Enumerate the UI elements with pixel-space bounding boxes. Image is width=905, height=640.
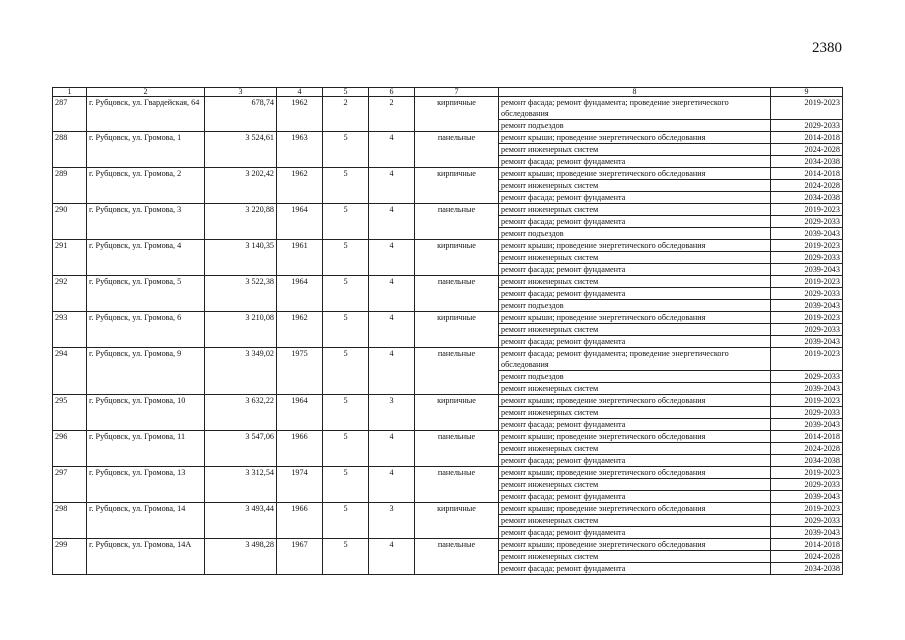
year-built-cell: 1966 <box>277 503 323 539</box>
column-number-row <box>53 88 843 97</box>
building-number-cell: 292 <box>53 276 87 312</box>
entrances-cell: 4 <box>369 467 415 503</box>
work-type-cell: ремонт фасада; ремонт фундамента <box>499 192 771 204</box>
column-header: 1 <box>53 88 87 97</box>
address-cell: г. Рубцовск, ул. Громова, 11 <box>87 431 205 467</box>
address-cell: г. Рубцовск, ул. Громова, 13 <box>87 467 205 503</box>
period-cell: 2019-2023 <box>771 467 843 479</box>
floors-cell: 2 <box>323 97 369 132</box>
work-type-cell: ремонт подъездов <box>499 371 771 383</box>
building-number-cell: 298 <box>53 503 87 539</box>
column-header: 7 <box>415 88 499 97</box>
year-built-cell: 1964 <box>277 204 323 240</box>
floors-cell: 5 <box>323 503 369 539</box>
entrances-cell: 2 <box>369 97 415 132</box>
period-cell: 2039-2043 <box>771 300 843 312</box>
work-type-cell: ремонт крыши; проведение энергетического обследования <box>499 240 771 252</box>
area-cell: 3 312,54 <box>205 467 277 503</box>
table-row <box>53 539 843 551</box>
entrances-cell: 4 <box>369 539 415 575</box>
building-number-cell: 293 <box>53 312 87 348</box>
work-type-cell: ремонт крыши; проведение энергетического обследования <box>499 467 771 479</box>
entrances-cell: 4 <box>369 312 415 348</box>
period-cell: 2024-2028 <box>771 180 843 192</box>
entrances-cell: 4 <box>369 431 415 467</box>
column-header: 9 <box>771 88 843 97</box>
year-built-cell: 1964 <box>277 276 323 312</box>
period-cell: 2019-2023 <box>771 503 843 515</box>
period-cell: 2029-2033 <box>771 407 843 419</box>
wall-material-cell: панельные <box>415 467 499 503</box>
address-cell: г. Рубцовск, ул. Громова, 2 <box>87 168 205 204</box>
area-cell: 3 210,08 <box>205 312 277 348</box>
floors-cell: 5 <box>323 467 369 503</box>
table-row <box>53 97 843 120</box>
period-cell: 2029-2033 <box>771 371 843 383</box>
repair-schedule-table <box>52 87 843 575</box>
period-cell: 2014-2018 <box>771 431 843 443</box>
work-type-cell: ремонт крыши; проведение энергетического обследования <box>499 312 771 324</box>
work-type-cell: ремонт крыши; проведение энергетического обследования <box>499 539 771 551</box>
building-number-cell: 289 <box>53 168 87 204</box>
wall-material-cell: панельные <box>415 204 499 240</box>
period-cell: 2019-2023 <box>771 312 843 324</box>
floors-cell: 5 <box>323 312 369 348</box>
year-built-cell: 1961 <box>277 240 323 276</box>
table-row <box>53 276 843 288</box>
work-type-cell: ремонт инженерных систем <box>499 515 771 527</box>
work-type-cell: ремонт крыши; проведение энергетического обследования <box>499 431 771 443</box>
year-built-cell: 1962 <box>277 312 323 348</box>
period-cell: 2039-2043 <box>771 228 843 240</box>
period-cell: 2034-2038 <box>771 192 843 204</box>
address-cell: г. Рубцовск, ул. Громова, 3 <box>87 204 205 240</box>
column-header: 3 <box>205 88 277 97</box>
table-row <box>53 168 843 180</box>
work-type-cell: ремонт инженерных систем <box>499 204 771 216</box>
area-cell: 3 349,02 <box>205 348 277 395</box>
area-cell: 3 547,06 <box>205 431 277 467</box>
area-cell: 3 220,88 <box>205 204 277 240</box>
work-type-cell: ремонт инженерных систем <box>499 443 771 455</box>
wall-material-cell: панельные <box>415 539 499 575</box>
period-cell: 2014-2018 <box>771 132 843 144</box>
floors-cell: 5 <box>323 204 369 240</box>
period-cell: 2039-2043 <box>771 264 843 276</box>
work-type-cell: ремонт инженерных систем <box>499 479 771 491</box>
work-type-cell: ремонт фасада; ремонт фундамента; проведение энергетического обследования <box>499 348 771 371</box>
area-cell: 678,74 <box>205 97 277 132</box>
work-type-cell: ремонт фасада; ремонт фундамента <box>499 156 771 168</box>
table-row <box>53 240 843 252</box>
address-cell: г. Рубцовск, ул. Громова, 4 <box>87 240 205 276</box>
year-built-cell: 1963 <box>277 132 323 168</box>
work-type-cell: ремонт крыши; проведение энергетического обследования <box>499 132 771 144</box>
wall-material-cell: кирпичные <box>415 503 499 539</box>
work-type-cell: ремонт фасада; ремонт фундамента <box>499 288 771 300</box>
address-cell: г. Рубцовск, ул. Громова, 9 <box>87 348 205 395</box>
period-cell: 2029-2033 <box>771 515 843 527</box>
period-cell: 2019-2023 <box>771 395 843 407</box>
entrances-cell: 4 <box>369 240 415 276</box>
work-type-cell: ремонт инженерных систем <box>499 180 771 192</box>
work-type-cell: ремонт фасада; ремонт фундамента <box>499 336 771 348</box>
year-built-cell: 1962 <box>277 168 323 204</box>
work-type-cell: ремонт инженерных систем <box>499 383 771 395</box>
address-cell: г. Рубцовск, ул. Громова, 6 <box>87 312 205 348</box>
wall-material-cell: панельные <box>415 132 499 168</box>
work-type-cell: ремонт фасада; ремонт фундамента <box>499 563 771 575</box>
work-type-cell: ремонт фасада; ремонт фундамента <box>499 419 771 431</box>
table-body <box>53 97 843 575</box>
building-number-cell: 296 <box>53 431 87 467</box>
work-type-cell: ремонт крыши; проведение энергетического обследования <box>499 168 771 180</box>
year-built-cell: 1966 <box>277 431 323 467</box>
table-row <box>53 395 843 407</box>
period-cell: 2029-2033 <box>771 324 843 336</box>
area-cell: 3 140,35 <box>205 240 277 276</box>
work-type-cell: ремонт фасада; ремонт фундамента <box>499 264 771 276</box>
building-number-cell: 290 <box>53 204 87 240</box>
column-header: 6 <box>369 88 415 97</box>
period-cell: 2034-2038 <box>771 156 843 168</box>
table-row <box>53 204 843 216</box>
floors-cell: 5 <box>323 348 369 395</box>
wall-material-cell: кирпичные <box>415 312 499 348</box>
year-built-cell: 1964 <box>277 395 323 431</box>
table-row <box>53 348 843 371</box>
period-cell: 2014-2018 <box>771 539 843 551</box>
area-cell: 3 202,42 <box>205 168 277 204</box>
work-type-cell: ремонт инженерных систем <box>499 551 771 563</box>
area-cell: 3 632,22 <box>205 395 277 431</box>
period-cell: 2024-2028 <box>771 443 843 455</box>
address-cell: г. Рубцовск, ул. Громова, 14А <box>87 539 205 575</box>
entrances-cell: 4 <box>369 132 415 168</box>
period-cell: 2029-2033 <box>771 120 843 132</box>
wall-material-cell: кирпичные <box>415 240 499 276</box>
column-header: 4 <box>277 88 323 97</box>
address-cell: г. Рубцовск, ул. Гвардейская, 64 <box>87 97 205 132</box>
period-cell: 2014-2018 <box>771 168 843 180</box>
period-cell: 2039-2043 <box>771 419 843 431</box>
area-cell: 3 493,44 <box>205 503 277 539</box>
page-number: 2380 <box>812 40 842 56</box>
entrances-cell: 3 <box>369 503 415 539</box>
work-type-cell: ремонт крыши; проведение энергетического обследования <box>499 503 771 515</box>
address-cell: г. Рубцовск, ул. Громова, 5 <box>87 276 205 312</box>
year-built-cell: 1962 <box>277 97 323 132</box>
building-number-cell: 295 <box>53 395 87 431</box>
floors-cell: 5 <box>323 539 369 575</box>
column-header: 5 <box>323 88 369 97</box>
work-type-cell: ремонт фасада; ремонт фундамента; проведение энергетического обследования <box>499 97 771 120</box>
floors-cell: 5 <box>323 240 369 276</box>
wall-material-cell: кирпичные <box>415 168 499 204</box>
period-cell: 2039-2043 <box>771 383 843 395</box>
period-cell: 2019-2023 <box>771 204 843 216</box>
entrances-cell: 4 <box>369 276 415 312</box>
year-built-cell: 1975 <box>277 348 323 395</box>
building-number-cell: 288 <box>53 132 87 168</box>
period-cell: 2034-2038 <box>771 563 843 575</box>
work-type-cell: ремонт фасада; ремонт фундамента <box>499 491 771 503</box>
address-cell: г. Рубцовск, ул. Громова, 14 <box>87 503 205 539</box>
wall-material-cell: панельные <box>415 431 499 467</box>
period-cell: 2039-2043 <box>771 491 843 503</box>
period-cell: 2019-2023 <box>771 276 843 288</box>
column-header: 8 <box>499 88 771 97</box>
work-type-cell: ремонт подъездов <box>499 300 771 312</box>
period-cell: 2019-2023 <box>771 97 843 120</box>
period-cell: 2029-2033 <box>771 288 843 300</box>
work-type-cell: ремонт фасада; ремонт фундамента <box>499 216 771 228</box>
year-built-cell: 1974 <box>277 467 323 503</box>
wall-material-cell: кирпичные <box>415 97 499 132</box>
period-cell: 2029-2033 <box>771 252 843 264</box>
table-row <box>53 467 843 479</box>
work-type-cell: ремонт подъездов <box>499 120 771 132</box>
wall-material-cell: панельные <box>415 276 499 312</box>
column-header: 2 <box>87 88 205 97</box>
floors-cell: 5 <box>323 431 369 467</box>
address-cell: г. Рубцовск, ул. Громова, 10 <box>87 395 205 431</box>
entrances-cell: 4 <box>369 348 415 395</box>
work-type-cell: ремонт крыши; проведение энергетического обследования <box>499 395 771 407</box>
period-cell: 2024-2028 <box>771 144 843 156</box>
table-row <box>53 312 843 324</box>
work-type-cell: ремонт фасада; ремонт фундамента <box>499 527 771 539</box>
work-type-cell: ремонт подъездов <box>499 228 771 240</box>
work-type-cell: ремонт инженерных систем <box>499 252 771 264</box>
address-cell: г. Рубцовск, ул. Громова, 1 <box>87 132 205 168</box>
floors-cell: 5 <box>323 132 369 168</box>
table-row <box>53 132 843 144</box>
wall-material-cell: панельные <box>415 348 499 395</box>
table-row <box>53 503 843 515</box>
period-cell: 2039-2043 <box>771 336 843 348</box>
period-cell: 2024-2028 <box>771 551 843 563</box>
wall-material-cell: кирпичные <box>415 395 499 431</box>
table-row <box>53 431 843 443</box>
floors-cell: 5 <box>323 168 369 204</box>
period-cell: 2019-2023 <box>771 240 843 252</box>
floors-cell: 5 <box>323 276 369 312</box>
work-type-cell: ремонт инженерных систем <box>499 407 771 419</box>
building-number-cell: 294 <box>53 348 87 395</box>
period-cell: 2039-2043 <box>771 527 843 539</box>
floors-cell: 5 <box>323 395 369 431</box>
building-number-cell: 299 <box>53 539 87 575</box>
work-type-cell: ремонт фасада; ремонт фундамента <box>499 455 771 467</box>
period-cell: 2019-2023 <box>771 348 843 371</box>
entrances-cell: 4 <box>369 204 415 240</box>
period-cell: 2029-2033 <box>771 479 843 491</box>
entrances-cell: 3 <box>369 395 415 431</box>
period-cell: 2029-2033 <box>771 216 843 228</box>
period-cell: 2034-2038 <box>771 455 843 467</box>
work-type-cell: ремонт инженерных систем <box>499 324 771 336</box>
work-type-cell: ремонт инженерных систем <box>499 144 771 156</box>
area-cell: 3 498,28 <box>205 539 277 575</box>
building-number-cell: 287 <box>53 97 87 132</box>
area-cell: 3 524,61 <box>205 132 277 168</box>
work-type-cell: ремонт инженерных систем <box>499 276 771 288</box>
building-number-cell: 291 <box>53 240 87 276</box>
building-number-cell: 297 <box>53 467 87 503</box>
area-cell: 3 522,38 <box>205 276 277 312</box>
entrances-cell: 4 <box>369 168 415 204</box>
year-built-cell: 1967 <box>277 539 323 575</box>
